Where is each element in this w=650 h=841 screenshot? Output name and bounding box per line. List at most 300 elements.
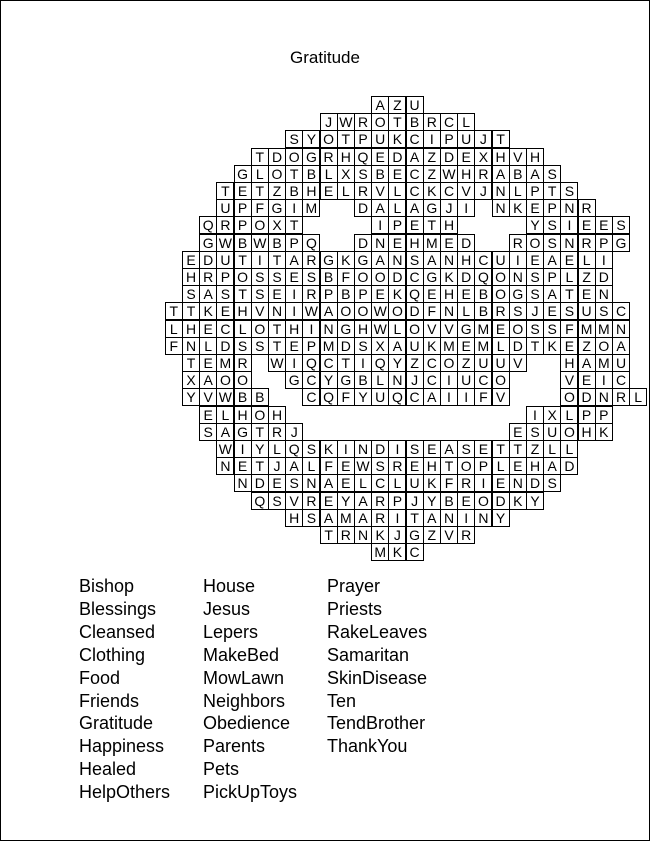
grid-cell[interactable]: L xyxy=(234,320,252,338)
grid-cell[interactable]: G xyxy=(509,285,527,303)
grid-cell[interactable]: P xyxy=(474,457,492,475)
grid-cell[interactable]: I xyxy=(354,354,372,372)
grid-cell[interactable]: I xyxy=(285,302,303,320)
grid-cell[interactable]: T xyxy=(560,285,578,303)
grid-cell[interactable]: C xyxy=(302,371,320,389)
grid-cell[interactable]: O xyxy=(440,354,458,372)
grid-cell[interactable]: V xyxy=(440,320,458,338)
grid-cell[interactable]: C xyxy=(406,543,424,561)
grid-cell[interactable]: U xyxy=(457,371,475,389)
grid-cell[interactable]: A xyxy=(440,440,458,458)
grid-cell[interactable]: W xyxy=(216,234,234,252)
grid-cell[interactable]: S xyxy=(234,337,252,355)
grid-cell[interactable]: E xyxy=(285,268,303,286)
grid-cell[interactable]: J xyxy=(474,130,492,148)
grid-cell[interactable]: T xyxy=(423,216,441,234)
grid-cell[interactable]: I xyxy=(440,388,458,406)
grid-cell[interactable]: R xyxy=(199,268,217,286)
grid-cell[interactable]: D xyxy=(406,302,424,320)
grid-cell[interactable]: R xyxy=(578,199,596,217)
grid-cell[interactable]: E xyxy=(268,474,286,492)
grid-cell[interactable]: A xyxy=(199,285,217,303)
grid-cell[interactable]: X xyxy=(182,371,200,389)
grid-cell[interactable]: N xyxy=(612,320,630,338)
grid-cell[interactable]: G xyxy=(268,199,286,217)
grid-cell[interactable]: V xyxy=(371,182,389,200)
grid-cell[interactable]: T xyxy=(251,457,269,475)
grid-cell[interactable]: W xyxy=(302,302,320,320)
grid-cell[interactable]: Q xyxy=(371,354,389,372)
grid-cell[interactable]: N xyxy=(595,285,613,303)
grid-cell[interactable]: X xyxy=(371,337,389,355)
grid-cell[interactable]: M xyxy=(474,337,492,355)
grid-cell[interactable]: T xyxy=(285,216,303,234)
grid-cell[interactable]: D xyxy=(251,474,269,492)
grid-cell[interactable]: F xyxy=(423,302,441,320)
grid-cell[interactable]: O xyxy=(251,406,269,424)
grid-cell[interactable]: S xyxy=(406,251,424,269)
grid-cell[interactable]: S xyxy=(526,423,544,441)
grid-cell[interactable]: Z xyxy=(578,337,596,355)
grid-cell[interactable]: M xyxy=(595,320,613,338)
grid-cell[interactable]: D xyxy=(560,457,578,475)
grid-cell[interactable]: N xyxy=(268,302,286,320)
grid-cell[interactable]: T xyxy=(182,354,200,372)
grid-cell[interactable]: T xyxy=(337,130,355,148)
grid-cell[interactable]: O xyxy=(371,113,389,131)
grid-cell[interactable]: Q xyxy=(406,285,424,303)
grid-cell[interactable]: V xyxy=(509,148,527,166)
grid-cell[interactable]: E xyxy=(182,251,200,269)
grid-cell[interactable]: V xyxy=(457,182,475,200)
grid-cell[interactable]: Q xyxy=(474,268,492,286)
grid-cell[interactable]: L xyxy=(492,457,510,475)
grid-cell[interactable]: O xyxy=(285,148,303,166)
grid-cell[interactable]: E xyxy=(457,337,475,355)
grid-cell[interactable]: A xyxy=(199,371,217,389)
grid-cell[interactable]: Q xyxy=(285,440,303,458)
grid-cell[interactable]: M xyxy=(371,543,389,561)
grid-cell[interactable]: S xyxy=(354,337,372,355)
grid-cell[interactable]: O xyxy=(492,371,510,389)
grid-cell[interactable]: Z xyxy=(457,354,475,372)
grid-cell[interactable]: P xyxy=(285,234,303,252)
grid-cell[interactable]: E xyxy=(578,285,596,303)
grid-cell[interactable]: T xyxy=(406,509,424,527)
grid-cell[interactable]: N xyxy=(492,199,510,217)
grid-cell[interactable]: C xyxy=(406,268,424,286)
grid-cell[interactable]: R xyxy=(371,492,389,510)
grid-cell[interactable]: U xyxy=(612,354,630,372)
grid-cell[interactable]: Z xyxy=(423,526,441,544)
grid-cell[interactable]: R xyxy=(388,457,406,475)
grid-cell[interactable]: I xyxy=(457,388,475,406)
grid-cell[interactable]: Y xyxy=(337,492,355,510)
grid-cell[interactable]: G xyxy=(457,320,475,338)
grid-cell[interactable]: H xyxy=(406,234,424,252)
grid-cell[interactable]: E xyxy=(371,285,389,303)
grid-cell[interactable]: Y xyxy=(302,130,320,148)
grid-cell[interactable]: S xyxy=(526,268,544,286)
grid-cell[interactable]: S xyxy=(543,165,561,183)
grid-cell[interactable]: N xyxy=(492,182,510,200)
grid-cell[interactable]: N xyxy=(216,457,234,475)
grid-cell[interactable]: F xyxy=(165,337,183,355)
grid-cell[interactable]: O xyxy=(526,234,544,252)
grid-cell[interactable]: U xyxy=(406,337,424,355)
grid-cell[interactable]: I xyxy=(285,199,303,217)
grid-cell[interactable]: B xyxy=(285,182,303,200)
grid-cell[interactable]: I xyxy=(560,216,578,234)
grid-cell[interactable]: P xyxy=(320,285,338,303)
grid-cell[interactable]: V xyxy=(285,492,303,510)
grid-cell[interactable]: B xyxy=(406,113,424,131)
grid-cell[interactable]: T xyxy=(234,285,252,303)
grid-cell[interactable]: L xyxy=(543,440,561,458)
grid-cell[interactable]: H xyxy=(182,268,200,286)
grid-cell[interactable]: E xyxy=(509,423,527,441)
grid-cell[interactable]: C xyxy=(474,251,492,269)
grid-cell[interactable]: I xyxy=(595,371,613,389)
grid-cell[interactable]: E xyxy=(509,457,527,475)
grid-cell[interactable]: E xyxy=(578,371,596,389)
grid-cell[interactable]: A xyxy=(388,337,406,355)
grid-cell[interactable]: T xyxy=(234,251,252,269)
grid-cell[interactable]: C xyxy=(612,371,630,389)
grid-cell[interactable]: P xyxy=(354,130,372,148)
grid-cell[interactable]: D xyxy=(492,492,510,510)
grid-cell[interactable]: V xyxy=(509,354,527,372)
grid-cell[interactable]: X xyxy=(474,148,492,166)
grid-cell[interactable]: D xyxy=(595,268,613,286)
grid-cell[interactable]: L xyxy=(388,320,406,338)
grid-cell[interactable]: K xyxy=(423,474,441,492)
grid-cell[interactable]: G xyxy=(302,148,320,166)
grid-cell[interactable]: V xyxy=(560,371,578,389)
grid-cell[interactable]: O xyxy=(320,130,338,148)
grid-cell[interactable]: E xyxy=(543,302,561,320)
grid-cell[interactable]: O xyxy=(406,320,424,338)
grid-cell[interactable]: U xyxy=(406,474,424,492)
grid-cell[interactable]: H xyxy=(526,457,544,475)
grid-cell[interactable]: Y xyxy=(526,216,544,234)
grid-cell[interactable]: T xyxy=(251,148,269,166)
grid-cell[interactable]: Q xyxy=(302,354,320,372)
grid-cell[interactable]: K xyxy=(388,285,406,303)
grid-cell[interactable]: S xyxy=(457,440,475,458)
grid-cell[interactable]: E xyxy=(560,337,578,355)
grid-cell[interactable]: E xyxy=(526,199,544,217)
grid-cell[interactable]: H xyxy=(354,320,372,338)
grid-cell[interactable]: E xyxy=(320,492,338,510)
grid-cell[interactable]: E xyxy=(388,234,406,252)
grid-cell[interactable]: C xyxy=(474,371,492,389)
grid-cell[interactable]: J xyxy=(285,423,303,441)
grid-cell[interactable]: G xyxy=(337,371,355,389)
grid-cell[interactable]: E xyxy=(492,320,510,338)
grid-cell[interactable]: I xyxy=(371,216,389,234)
grid-cell[interactable]: N xyxy=(474,509,492,527)
grid-cell[interactable]: G xyxy=(320,251,338,269)
grid-cell[interactable]: O xyxy=(354,302,372,320)
grid-cell[interactable]: A xyxy=(406,148,424,166)
grid-cell[interactable]: K xyxy=(595,423,613,441)
grid-cell[interactable]: I xyxy=(251,251,269,269)
grid-cell[interactable]: O xyxy=(457,457,475,475)
grid-cell[interactable]: L xyxy=(457,113,475,131)
grid-cell[interactable]: K xyxy=(337,251,355,269)
grid-cell[interactable]: G xyxy=(337,320,355,338)
grid-cell[interactable]: B xyxy=(268,234,286,252)
grid-cell[interactable]: H xyxy=(423,457,441,475)
grid-cell[interactable]: R xyxy=(337,526,355,544)
grid-cell[interactable]: D xyxy=(354,199,372,217)
grid-cell[interactable]: E xyxy=(595,216,613,234)
grid-cell[interactable]: G xyxy=(234,423,252,441)
grid-cell[interactable]: O xyxy=(268,165,286,183)
grid-cell[interactable]: M xyxy=(440,337,458,355)
grid-cell[interactable]: G xyxy=(285,371,303,389)
grid-cell[interactable]: K xyxy=(199,302,217,320)
grid-cell[interactable]: E xyxy=(388,165,406,183)
grid-cell[interactable]: C xyxy=(320,354,338,372)
grid-cell[interactable]: A xyxy=(543,285,561,303)
grid-cell[interactable]: E xyxy=(199,406,217,424)
grid-cell[interactable]: Q xyxy=(320,388,338,406)
grid-cell[interactable]: X xyxy=(543,406,561,424)
grid-cell[interactable]: I xyxy=(509,251,527,269)
grid-cell[interactable]: N xyxy=(595,388,613,406)
grid-cell[interactable]: T xyxy=(509,440,527,458)
grid-cell[interactable]: B xyxy=(251,388,269,406)
grid-cell[interactable]: M xyxy=(320,337,338,355)
grid-cell[interactable]: S xyxy=(371,457,389,475)
grid-cell[interactable]: U xyxy=(371,388,389,406)
grid-cell[interactable]: A xyxy=(423,509,441,527)
grid-cell[interactable]: Z xyxy=(423,148,441,166)
grid-cell[interactable]: T xyxy=(388,113,406,131)
grid-cell[interactable]: N xyxy=(302,474,320,492)
grid-cell[interactable]: K xyxy=(388,130,406,148)
grid-cell[interactable]: H xyxy=(492,148,510,166)
grid-cell[interactable]: Y xyxy=(423,492,441,510)
grid-cell[interactable]: S xyxy=(216,285,234,303)
grid-cell[interactable]: L xyxy=(268,440,286,458)
grid-cell[interactable]: E xyxy=(285,337,303,355)
grid-cell[interactable]: C xyxy=(406,388,424,406)
grid-cell[interactable]: S xyxy=(543,474,561,492)
grid-cell[interactable]: B xyxy=(509,165,527,183)
grid-cell[interactable]: N xyxy=(509,474,527,492)
grid-cell[interactable]: V xyxy=(440,526,458,544)
grid-cell[interactable]: J xyxy=(526,302,544,320)
grid-cell[interactable]: L xyxy=(560,268,578,286)
grid-cell[interactable]: D xyxy=(457,234,475,252)
grid-cell[interactable]: Q xyxy=(251,492,269,510)
grid-cell[interactable]: R xyxy=(612,388,630,406)
grid-cell[interactable]: O xyxy=(216,371,234,389)
grid-cell[interactable]: I xyxy=(440,371,458,389)
grid-cell[interactable]: G xyxy=(234,165,252,183)
grid-cell[interactable]: H xyxy=(457,165,475,183)
grid-cell[interactable]: L xyxy=(320,165,338,183)
grid-cell[interactable]: W xyxy=(371,320,389,338)
grid-cell[interactable]: W xyxy=(371,302,389,320)
grid-cell[interactable]: A xyxy=(423,251,441,269)
grid-cell[interactable]: U xyxy=(543,423,561,441)
grid-cell[interactable]: L xyxy=(388,199,406,217)
grid-cell[interactable]: A xyxy=(354,492,372,510)
grid-cell[interactable]: L xyxy=(354,474,372,492)
grid-cell[interactable]: A xyxy=(492,165,510,183)
grid-cell[interactable]: N xyxy=(509,268,527,286)
grid-cell[interactable]: P xyxy=(388,216,406,234)
grid-cell[interactable]: R xyxy=(320,148,338,166)
grid-cell[interactable]: V xyxy=(423,320,441,338)
grid-cell[interactable]: K xyxy=(440,268,458,286)
grid-cell[interactable]: N xyxy=(234,474,252,492)
grid-cell[interactable]: D xyxy=(457,268,475,286)
grid-cell[interactable]: S xyxy=(595,302,613,320)
grid-cell[interactable]: E xyxy=(423,285,441,303)
grid-cell[interactable]: W xyxy=(251,234,269,252)
grid-cell[interactable]: E xyxy=(457,148,475,166)
grid-cell[interactable]: L xyxy=(371,371,389,389)
grid-cell[interactable]: W xyxy=(216,388,234,406)
grid-cell[interactable]: C xyxy=(216,320,234,338)
grid-cell[interactable]: P xyxy=(234,199,252,217)
grid-cell[interactable]: S xyxy=(302,268,320,286)
grid-cell[interactable]: J xyxy=(474,182,492,200)
grid-cell[interactable]: R xyxy=(354,182,372,200)
grid-cell[interactable]: H xyxy=(560,354,578,372)
grid-cell[interactable]: P xyxy=(440,130,458,148)
grid-cell[interactable]: G xyxy=(423,268,441,286)
grid-cell[interactable]: K xyxy=(320,440,338,458)
grid-cell[interactable]: D xyxy=(440,148,458,166)
grid-cell[interactable]: K xyxy=(509,199,527,217)
grid-cell[interactable]: A xyxy=(285,251,303,269)
grid-cell[interactable]: F xyxy=(474,388,492,406)
grid-cell[interactable]: E xyxy=(337,474,355,492)
grid-cell[interactable]: S xyxy=(302,509,320,527)
grid-cell[interactable]: U xyxy=(216,199,234,217)
grid-cell[interactable]: F xyxy=(560,320,578,338)
grid-cell[interactable]: D xyxy=(388,268,406,286)
grid-cell[interactable]: I xyxy=(302,320,320,338)
grid-cell[interactable]: L xyxy=(492,337,510,355)
grid-cell[interactable]: Y xyxy=(320,371,338,389)
grid-cell[interactable]: L xyxy=(199,337,217,355)
grid-cell[interactable]: D xyxy=(578,388,596,406)
grid-cell[interactable]: N xyxy=(440,509,458,527)
grid-cell[interactable]: A xyxy=(526,165,544,183)
grid-cell[interactable]: A xyxy=(423,388,441,406)
grid-cell[interactable]: D xyxy=(199,251,217,269)
grid-cell[interactable]: E xyxy=(234,457,252,475)
grid-cell[interactable]: I xyxy=(526,406,544,424)
grid-cell[interactable]: I xyxy=(423,130,441,148)
grid-cell[interactable]: K xyxy=(423,182,441,200)
grid-cell[interactable]: X xyxy=(337,165,355,183)
grid-cell[interactable]: T xyxy=(268,320,286,338)
grid-cell[interactable]: I xyxy=(457,199,475,217)
grid-cell[interactable]: A xyxy=(371,251,389,269)
grid-cell[interactable]: J xyxy=(406,371,424,389)
grid-cell[interactable]: O xyxy=(234,371,252,389)
grid-cell[interactable]: M xyxy=(423,234,441,252)
grid-cell[interactable]: R xyxy=(302,285,320,303)
grid-cell[interactable]: P xyxy=(302,337,320,355)
grid-cell[interactable]: A xyxy=(371,199,389,217)
grid-cell[interactable]: W xyxy=(216,440,234,458)
grid-cell[interactable]: W xyxy=(440,165,458,183)
grid-cell[interactable]: D xyxy=(526,474,544,492)
grid-cell[interactable]: M xyxy=(578,320,596,338)
grid-cell[interactable]: D xyxy=(354,234,372,252)
grid-cell[interactable]: R xyxy=(474,165,492,183)
grid-cell[interactable]: T xyxy=(216,182,234,200)
grid-cell[interactable]: G xyxy=(199,234,217,252)
grid-cell[interactable]: S xyxy=(285,474,303,492)
grid-cell[interactable]: T xyxy=(337,354,355,372)
grid-cell[interactable]: H xyxy=(440,216,458,234)
grid-cell[interactable]: P xyxy=(216,268,234,286)
grid-cell[interactable]: J xyxy=(388,526,406,544)
grid-cell[interactable]: O xyxy=(474,492,492,510)
grid-cell[interactable]: S xyxy=(526,320,544,338)
grid-cell[interactable]: J xyxy=(268,457,286,475)
grid-cell[interactable]: Q xyxy=(354,148,372,166)
grid-cell[interactable]: I xyxy=(388,509,406,527)
grid-cell[interactable]: P xyxy=(388,492,406,510)
grid-cell[interactable]: N xyxy=(388,251,406,269)
grid-cell[interactable]: A xyxy=(612,337,630,355)
grid-cell[interactable]: L xyxy=(251,165,269,183)
grid-cell[interactable]: N xyxy=(354,440,372,458)
grid-cell[interactable]: L xyxy=(337,182,355,200)
grid-cell[interactable]: B xyxy=(440,492,458,510)
grid-cell[interactable]: O xyxy=(560,388,578,406)
grid-cell[interactable]: F xyxy=(320,457,338,475)
grid-cell[interactable]: S xyxy=(354,165,372,183)
grid-cell[interactable]: O xyxy=(492,285,510,303)
grid-cell[interactable]: A xyxy=(354,509,372,527)
grid-cell[interactable]: T xyxy=(268,337,286,355)
grid-cell[interactable]: K xyxy=(509,492,527,510)
grid-cell[interactable]: R xyxy=(492,302,510,320)
grid-cell[interactable]: C xyxy=(440,113,458,131)
grid-cell[interactable]: H xyxy=(285,320,303,338)
grid-cell[interactable]: U xyxy=(492,251,510,269)
grid-cell[interactable]: Y xyxy=(388,354,406,372)
grid-cell[interactable]: N xyxy=(560,234,578,252)
grid-cell[interactable]: L xyxy=(302,457,320,475)
grid-cell[interactable]: E xyxy=(337,457,355,475)
grid-cell[interactable]: S xyxy=(509,302,527,320)
grid-cell[interactable]: P xyxy=(595,234,613,252)
grid-cell[interactable]: L xyxy=(457,302,475,320)
grid-cell[interactable]: Y xyxy=(354,388,372,406)
grid-cell[interactable]: O xyxy=(492,268,510,286)
grid-cell[interactable]: R xyxy=(371,509,389,527)
grid-cell[interactable]: J xyxy=(406,492,424,510)
grid-cell[interactable]: K xyxy=(423,337,441,355)
grid-cell[interactable]: T xyxy=(543,182,561,200)
grid-cell[interactable]: Z xyxy=(578,268,596,286)
grid-cell[interactable]: O xyxy=(595,337,613,355)
grid-cell[interactable]: V xyxy=(199,388,217,406)
